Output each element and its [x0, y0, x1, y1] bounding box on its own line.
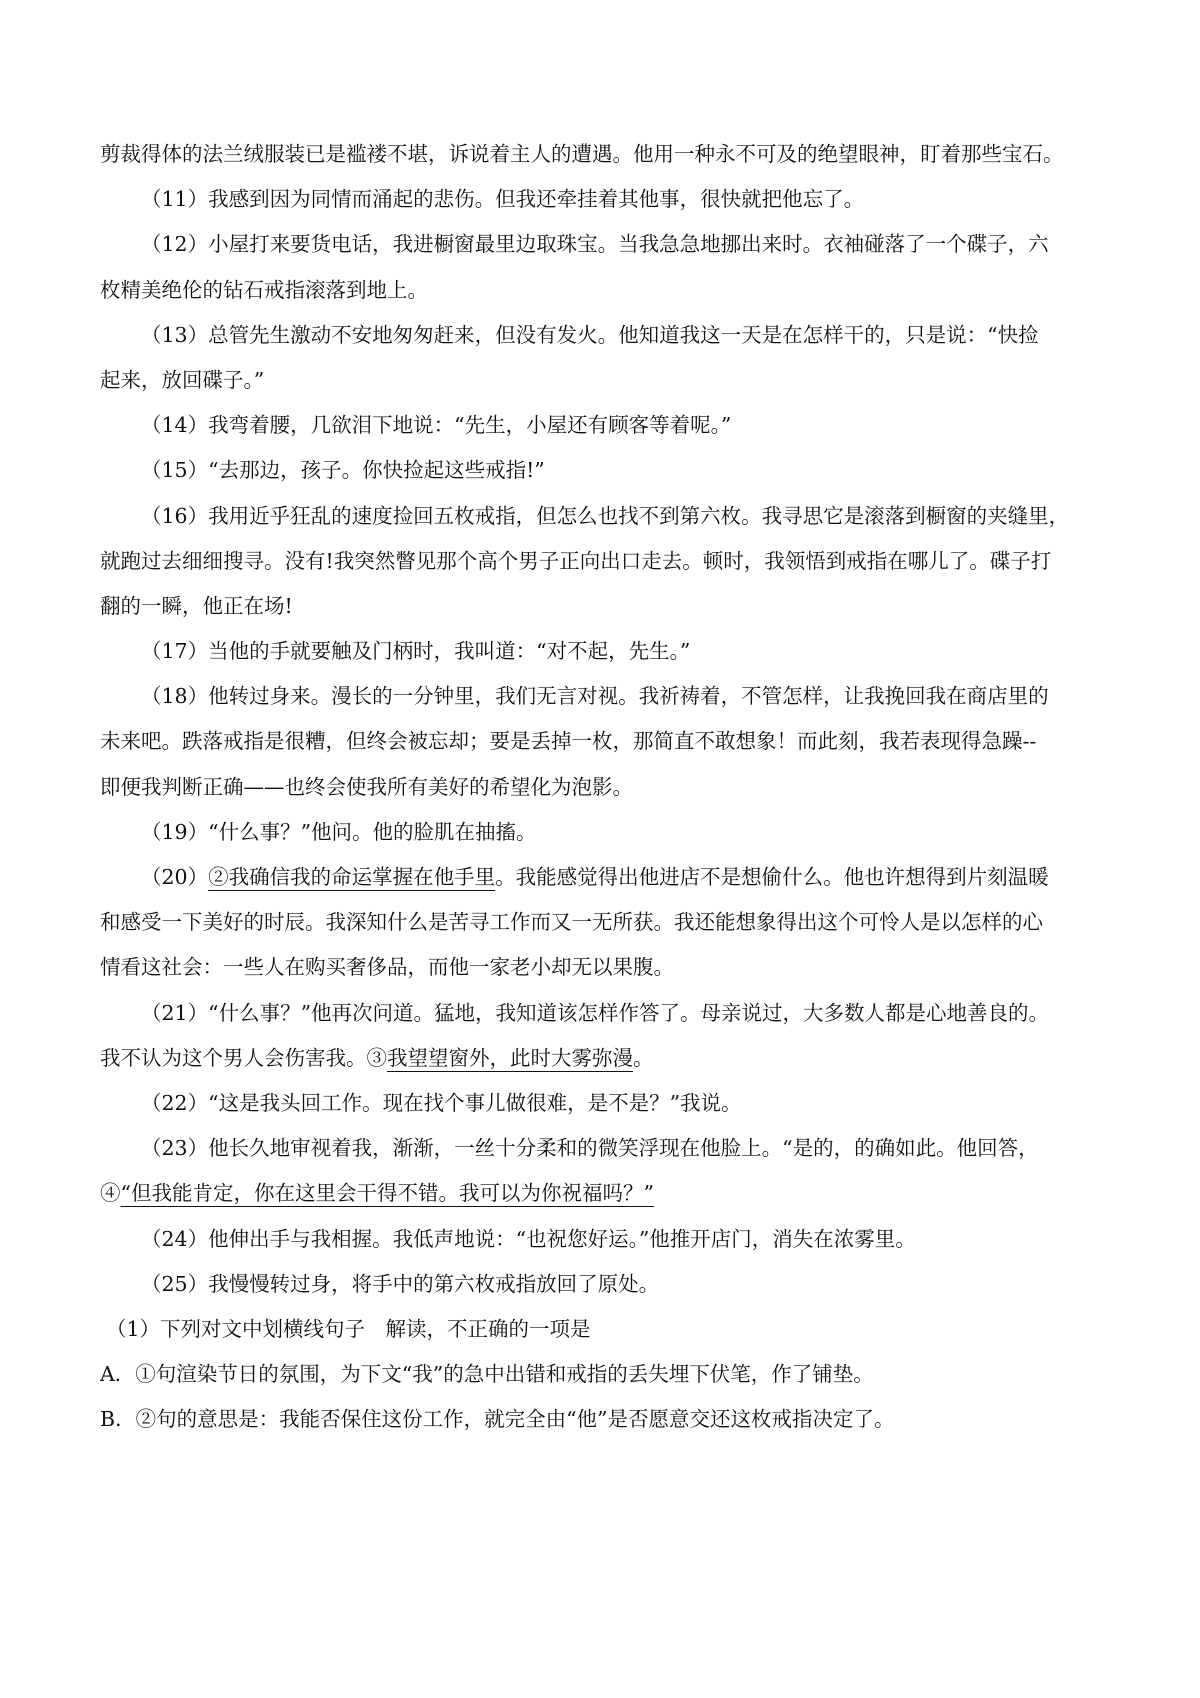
underlined-sentence-2: ②我确信我的命运掌握在他手里 [208, 865, 496, 889]
paragraph-17: （17）当他的手就要触及门柄时，我叫道：“对不起，先生。” [141, 639, 691, 664]
text-line: 翻的一瞬，他正在场! [100, 593, 293, 618]
paragraph-20: （20）②我确信我的命运掌握在他手里。我能感觉得出他进店不是想偷什么。他也许想得到片刻温暖 [141, 865, 1049, 889]
text-line: 我不认为这个男人会伤害我。③我望望窗外，此时大雾弥漫。 [100, 1045, 654, 1070]
text-line: 未来吧。跌落戒指是很糟，但终会被忘却；要是丢掉一枚，那简直不敢想象！而此刻，我若表现得急躁-- [100, 729, 1037, 754]
text-line: 就跑过去细细搜寻。没有!我突然瞥见那个高个男子正向出口走去。顿时，我领悟到戒指在哪儿了。碟子打 [100, 548, 1052, 573]
text-line: 剪裁得体的法兰绒服装已是褴褛不堪，诉说着主人的遭遇。他用一种永不可及的绝望眼神，盯着那些宝石。 [100, 142, 1064, 166]
option-a: A．①句渲染节日的氛围，为下文“我”的急中出错和戒指的丢失埋下伏笔，作了铺垫。 [100, 1362, 874, 1387]
paragraph-11: （11）我感到因为同情而涌起的悲伤。但我还牵挂着其他事，很快就把他忘了。 [141, 187, 865, 212]
paragraph-19: （19）“什么事？”他问。他的脸肌在抽搐。 [141, 819, 537, 844]
paragraph-25: （25）我慢慢转过身，将手中的第六枚戒指放回了原处。 [141, 1271, 660, 1296]
question-1-stem: （1）下列对文中划横线句子 解读，不正确的一项是 [106, 1316, 591, 1341]
text-line: 和感受一下美好的时辰。我深知什么是苦寻工作而又一无所获。我还能想象得出这个可怜人是以怎样的心 [100, 910, 1043, 935]
document-page [100, 132, 1100, 1442]
paragraph-18: （18）他转过身来。漫长的一分钟里，我们无言对视。我祈祷着，不管怎样，让我挽回我在商店里的 [141, 684, 1049, 709]
paragraph-15: （15）“去那边，孩子。你快捡起这些戒指!” [141, 458, 545, 483]
paragraph-22: （22）“这是我头回工作。现在找个事儿做很难，是不是？”我说。 [141, 1090, 742, 1115]
text-line: 枚精美绝伦的钻石戒指滚落到地上。 [100, 277, 428, 302]
paragraph-12: （12）小屋打来要货电话，我进橱窗最里边取珠宝。当我急急地挪出来时。衣袖碰落了一个碟子，六 [141, 232, 1049, 257]
underlined-sentence-3: 我望望窗外，此时大雾弥漫 [387, 1045, 633, 1070]
paragraph-21: （21）“什么事？”他再次问道。猛地，我知道该怎样作答了。母亲说过，大多数人都是心地善良的。 [141, 1000, 1050, 1025]
paragraph-23: （23）他长久地审视着我，渐渐，一丝十分柔和的微笑浮现在他脸上。“是的，的确如此。他回答， [141, 1136, 1039, 1161]
text-line: 即便我判断正确——也终会使我所有美好的希望化为泡影。 [100, 774, 633, 799]
paragraph-16: （16）我用近乎狂乱的速度捡回五枚戒指，但怎么也找不到第六枚。我寻思它是滚落到橱窗的夹缝里， [141, 503, 1070, 528]
paragraph-14: （14）我弯着腰，几欲泪下地说：“先生，小屋还有顾客等着呢。” [141, 413, 732, 438]
text-line: 起来，放回碟子。” [100, 367, 265, 392]
paragraph-24: （24）他伸出手与我相握。我低声地说：“也祝您好运。”他推开店门，消失在浓雾里。 [141, 1226, 916, 1251]
option-b: B．②句的意思是：我能否保住这份工作，就完全由“他”是否愿意交还这枚戒指决定了。 [100, 1407, 895, 1432]
text-line: ④“但我能肯定，你在这里会干得不错。我可以为你祝福吗？” [100, 1181, 654, 1206]
text-line: 情看这社会：一些人在购买奢侈品，而他一家老小却无以果腹。 [100, 955, 674, 980]
paragraph-13: （13）总管先生激动不安地匆匆赶来，但没有发火。他知道我这一天是在怎样干的，只是说：“快捡 [141, 322, 1039, 347]
underlined-sentence-4: “但我能肯定，你在这里会干得不错。我可以为你祝福吗？” [120, 1181, 654, 1206]
